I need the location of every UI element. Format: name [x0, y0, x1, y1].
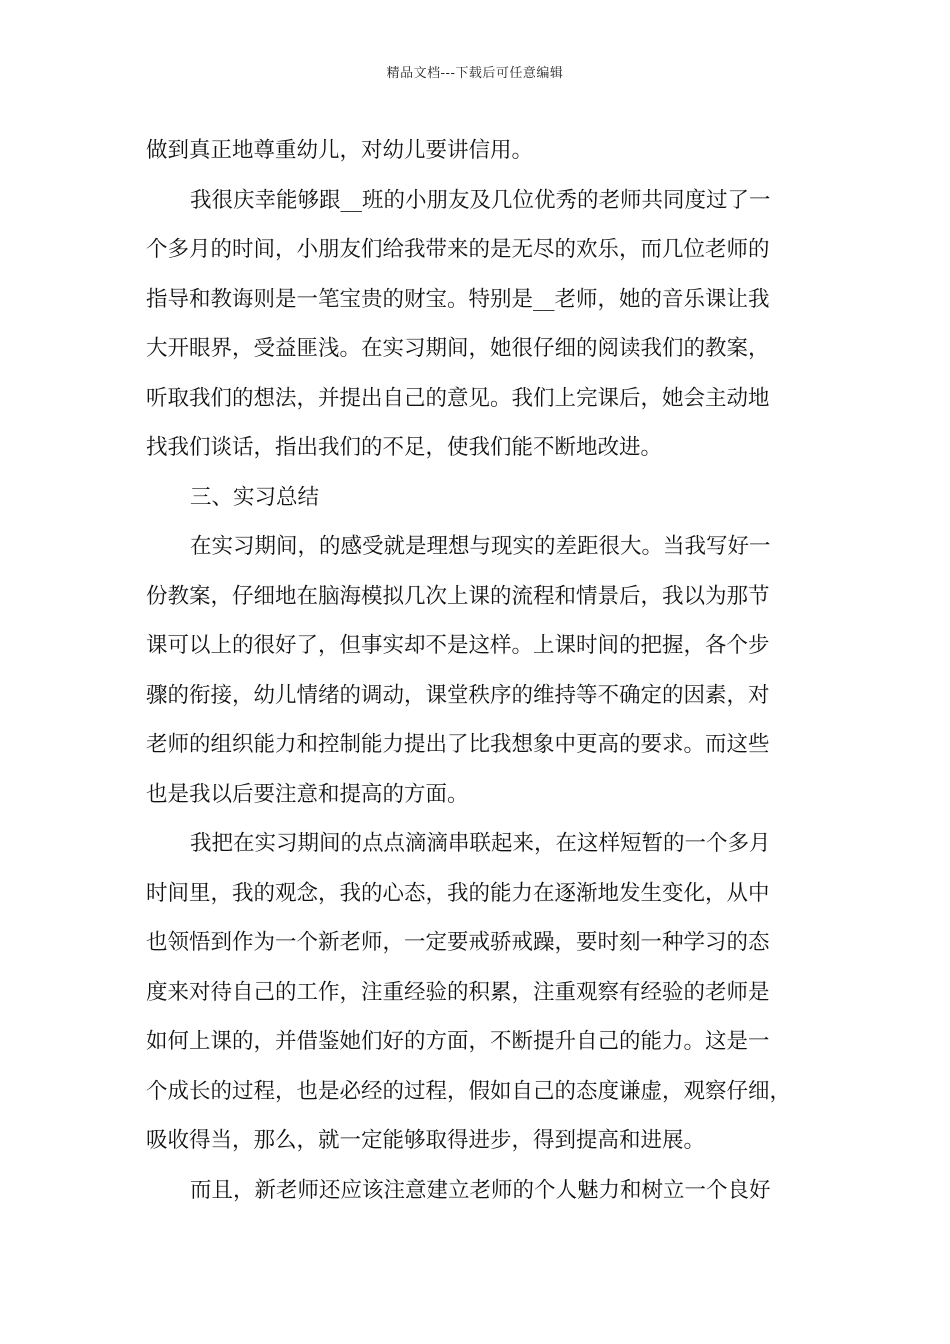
text-line: 也领悟到作为一个新老师，一定要戒骄戒躁，要时刻一种学习的态	[146, 930, 770, 955]
text-line: 时间里，我的观念，我的心态，我的能力在逐渐地发生变化，从中	[146, 880, 770, 906]
text-line: 度来对待自己的工作，注重经验的积累，注重观察有经验的老师是	[146, 979, 770, 1005]
text-line: 大开眼界，受益匪浅。在实习期间，她很仔细的阅读我们的教案，	[146, 336, 770, 361]
text-line: 做到真正地尊重幼儿，对幼儿要讲信用。	[146, 138, 534, 163]
text-line: 吸收得当，那么，就一定能够取得进步，得到提高和进展。	[146, 1128, 706, 1153]
text-line: 如何上课的，并借鉴她们好的方面，不断提升自己的能力。这是一	[146, 1029, 770, 1054]
text-line: 老师的组织能力和控制能力提出了比我想象中更高的要求。而这些	[146, 732, 770, 757]
text-line: 个多月的时间，小朋友们给我带来的是无尽的欢乐，而几位老师的	[146, 237, 770, 262]
text-line: 个成长的过程，也是必经的过程，假如自己的态度谦虚，观察仔细，	[146, 1078, 792, 1104]
text-line: 而且，新老师还应该注意建立老师的个人魅力和树立一个良好	[190, 1177, 771, 1203]
document-body	[146, 126, 806, 1215]
text-line: 我很庆幸能够跟__班的小朋友及几位优秀的老师共同度过了一	[190, 187, 771, 213]
page-header: 精品文档---下载后可任意编辑	[386, 66, 564, 81]
text-line: 课可以上的很好了，但事实却不是这样。上课时间的把握，各个步	[146, 633, 770, 658]
text-line: 也是我以后要注意和提高的方面。	[146, 781, 469, 807]
text-line: 找我们谈话，指出我们的不足，使我们能不断地改进。	[146, 435, 663, 460]
text-line: 三、实习总结	[190, 484, 320, 510]
text-line: 在实习期间，的感受就是理想与现实的差距很大。当我写好一	[190, 534, 771, 559]
text-line: 骤的衔接，幼儿情绪的调动，课堂秩序的维持等不确定的因素，对	[146, 682, 770, 708]
text-line: 听取我们的想法，并提出自己的意见。我们上完课后，她会主动地	[146, 385, 770, 411]
text-line: 我把在实习期间的点点滴滴串联起来，在这样短暂的一个多月	[190, 831, 771, 856]
text-line: 份教案，仔细地在脑海模拟几次上课的流程和情景后，我以为那节	[146, 583, 770, 609]
text-line: 指导和教诲则是一笔宝贵的财宝。特别是__老师，她的音乐课让我	[146, 286, 770, 312]
